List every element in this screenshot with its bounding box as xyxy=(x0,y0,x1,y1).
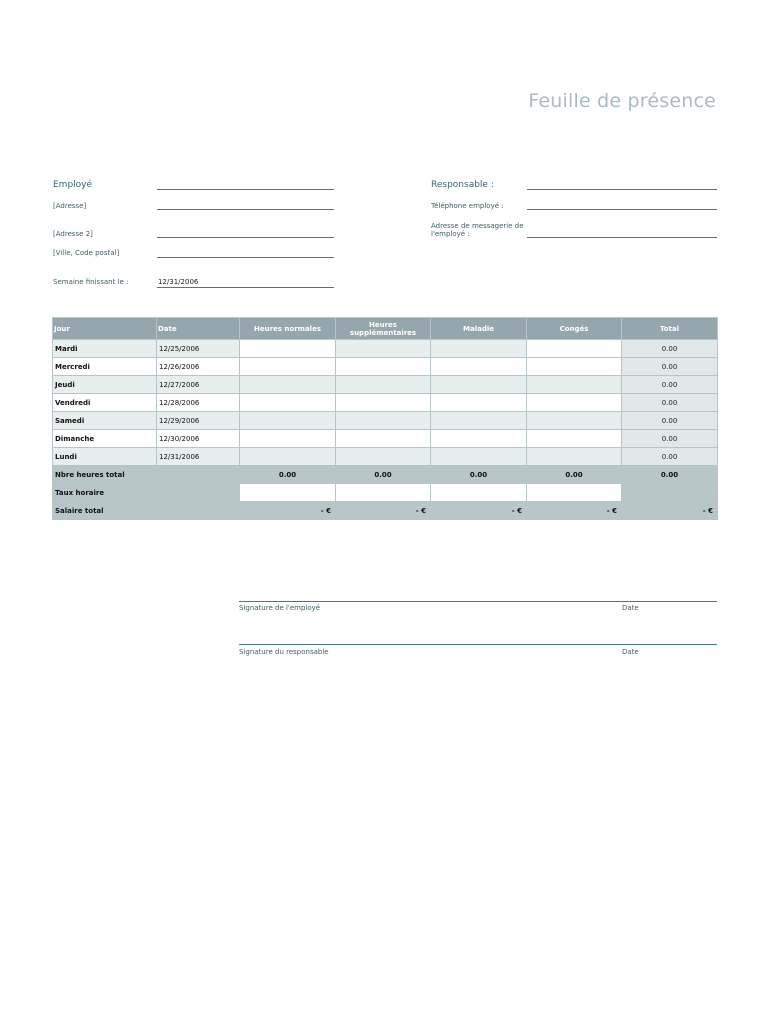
rate-total-cell xyxy=(622,484,718,502)
header-date: Date xyxy=(157,318,240,340)
header-day: Jour xyxy=(53,318,157,340)
week-label: Semaine finissant le : xyxy=(53,278,129,286)
table-row xyxy=(53,394,718,412)
table-row xyxy=(53,412,718,430)
cell-vacation[interactable] xyxy=(527,412,622,430)
cell-sick[interactable] xyxy=(431,448,527,466)
total-hours-row xyxy=(53,466,718,484)
cell-regular-hours[interactable] xyxy=(240,448,336,466)
rate-overtime-input[interactable] xyxy=(336,484,431,502)
row-date: 12/29/2006 xyxy=(157,412,240,430)
header-vacation: Congés xyxy=(527,318,622,340)
manager-date-label: Date xyxy=(622,648,639,656)
row-day: Jeudi xyxy=(53,376,157,394)
header-overtime-line2: supplémentaires xyxy=(349,328,417,337)
hourly-rate-label: Taux horaire xyxy=(53,484,240,502)
cell-overtime[interactable] xyxy=(336,376,431,394)
cell-overtime[interactable] xyxy=(336,340,431,358)
city-field[interactable] xyxy=(157,257,334,258)
header-overtime-line1: Heures xyxy=(369,320,397,329)
cell-vacation[interactable] xyxy=(527,394,622,412)
rate-vacation-input[interactable] xyxy=(527,484,622,502)
row-total: 0.00 xyxy=(622,412,718,430)
total-salary-label: Salaire total xyxy=(53,502,240,520)
header-sick: Maladie xyxy=(431,318,527,340)
salary-sick: - € xyxy=(431,502,527,520)
cell-regular-hours[interactable] xyxy=(240,376,336,394)
week-field-line xyxy=(157,287,334,288)
cell-vacation[interactable] xyxy=(527,448,622,466)
total-regular-hours: 0.00 xyxy=(240,466,336,484)
week-value[interactable]: 12/31/2006 xyxy=(158,278,199,286)
salary-regular: - € xyxy=(240,502,336,520)
city-label: [Ville, Code postal] xyxy=(53,249,120,257)
manager-field[interactable] xyxy=(527,189,717,190)
rate-sick-input[interactable] xyxy=(431,484,527,502)
row-day: Mercredi xyxy=(53,358,157,376)
cell-sick[interactable] xyxy=(431,376,527,394)
row-total: 0.00 xyxy=(622,394,718,412)
row-day: Dimanche xyxy=(53,430,157,448)
address-label: [Adresse] xyxy=(53,202,87,210)
row-total: 0.00 xyxy=(622,340,718,358)
salary-total: - € xyxy=(622,502,718,520)
cell-sick[interactable] xyxy=(431,358,527,376)
page-title: Feuille de présence xyxy=(528,90,716,112)
cell-overtime[interactable] xyxy=(336,430,431,448)
cell-sick[interactable] xyxy=(431,430,527,448)
address2-label: [Adresse 2] xyxy=(53,230,93,238)
row-date: 12/28/2006 xyxy=(157,394,240,412)
cell-regular-hours[interactable] xyxy=(240,430,336,448)
total-hours-label: Nbre heures total xyxy=(53,466,240,484)
cell-regular-hours[interactable] xyxy=(240,412,336,430)
employee-signature-label: Signature de l'employé xyxy=(239,604,321,612)
phone-field[interactable] xyxy=(527,209,717,210)
cell-vacation[interactable] xyxy=(527,358,622,376)
header-regular-hours: Heures normales xyxy=(240,318,336,340)
address-field[interactable] xyxy=(157,209,334,210)
header-overtime xyxy=(336,318,431,340)
table-row xyxy=(53,430,718,448)
cell-overtime[interactable] xyxy=(336,448,431,466)
manager-signature-line[interactable] xyxy=(239,644,717,645)
cell-sick[interactable] xyxy=(431,394,527,412)
cell-overtime[interactable] xyxy=(336,394,431,412)
cell-overtime[interactable] xyxy=(336,412,431,430)
row-total: 0.00 xyxy=(622,376,718,394)
row-date: 12/26/2006 xyxy=(157,358,240,376)
employee-label: Employé xyxy=(53,180,93,190)
row-total: 0.00 xyxy=(622,358,718,376)
row-total: 0.00 xyxy=(622,430,718,448)
row-date: 12/31/2006 xyxy=(157,448,240,466)
salary-vacation: - € xyxy=(527,502,622,520)
cell-regular-hours[interactable] xyxy=(240,358,336,376)
table-row xyxy=(53,358,718,376)
header-total: Total xyxy=(622,318,718,340)
cell-regular-hours[interactable] xyxy=(240,394,336,412)
row-day: Vendredi xyxy=(53,394,157,412)
row-total: 0.00 xyxy=(622,448,718,466)
employee-date-label: Date xyxy=(622,604,639,612)
table-row xyxy=(53,448,718,466)
total-overtime: 0.00 xyxy=(336,466,431,484)
email-label-line2: l'employé : xyxy=(431,230,470,238)
total-salary-row xyxy=(53,502,718,520)
cell-vacation[interactable] xyxy=(527,430,622,448)
timesheet-table xyxy=(52,317,718,520)
row-day: Mardi xyxy=(53,340,157,358)
phone-label: Téléphone employé : xyxy=(431,202,504,210)
table-row xyxy=(53,376,718,394)
address2-field[interactable] xyxy=(157,237,334,238)
cell-vacation[interactable] xyxy=(527,376,622,394)
total-vacation: 0.00 xyxy=(527,466,622,484)
cell-vacation[interactable] xyxy=(527,340,622,358)
cell-overtime[interactable] xyxy=(336,358,431,376)
manager-label: Responsable : xyxy=(431,180,494,190)
manager-signature-label: Signature du responsable xyxy=(239,648,329,656)
row-date: 12/27/2006 xyxy=(157,376,240,394)
email-label-line1: Adresse de messagerie de xyxy=(431,222,524,230)
cell-sick[interactable] xyxy=(431,412,527,430)
row-date: 12/30/2006 xyxy=(157,430,240,448)
row-day: Lundi xyxy=(53,448,157,466)
row-date: 12/25/2006 xyxy=(157,340,240,358)
employee-field[interactable] xyxy=(157,189,334,190)
row-day: Samedi xyxy=(53,412,157,430)
cell-sick[interactable] xyxy=(431,340,527,358)
email-field[interactable] xyxy=(527,237,717,238)
employee-signature-line[interactable] xyxy=(239,601,717,602)
total-sick: 0.00 xyxy=(431,466,527,484)
rate-regular-input[interactable] xyxy=(240,484,336,502)
hourly-rate-row xyxy=(53,484,718,502)
salary-overtime: - € xyxy=(336,502,431,520)
total-all-hours: 0.00 xyxy=(622,466,718,484)
table-header-row xyxy=(53,318,718,340)
table-row xyxy=(53,340,718,358)
cell-regular-hours[interactable] xyxy=(240,340,336,358)
